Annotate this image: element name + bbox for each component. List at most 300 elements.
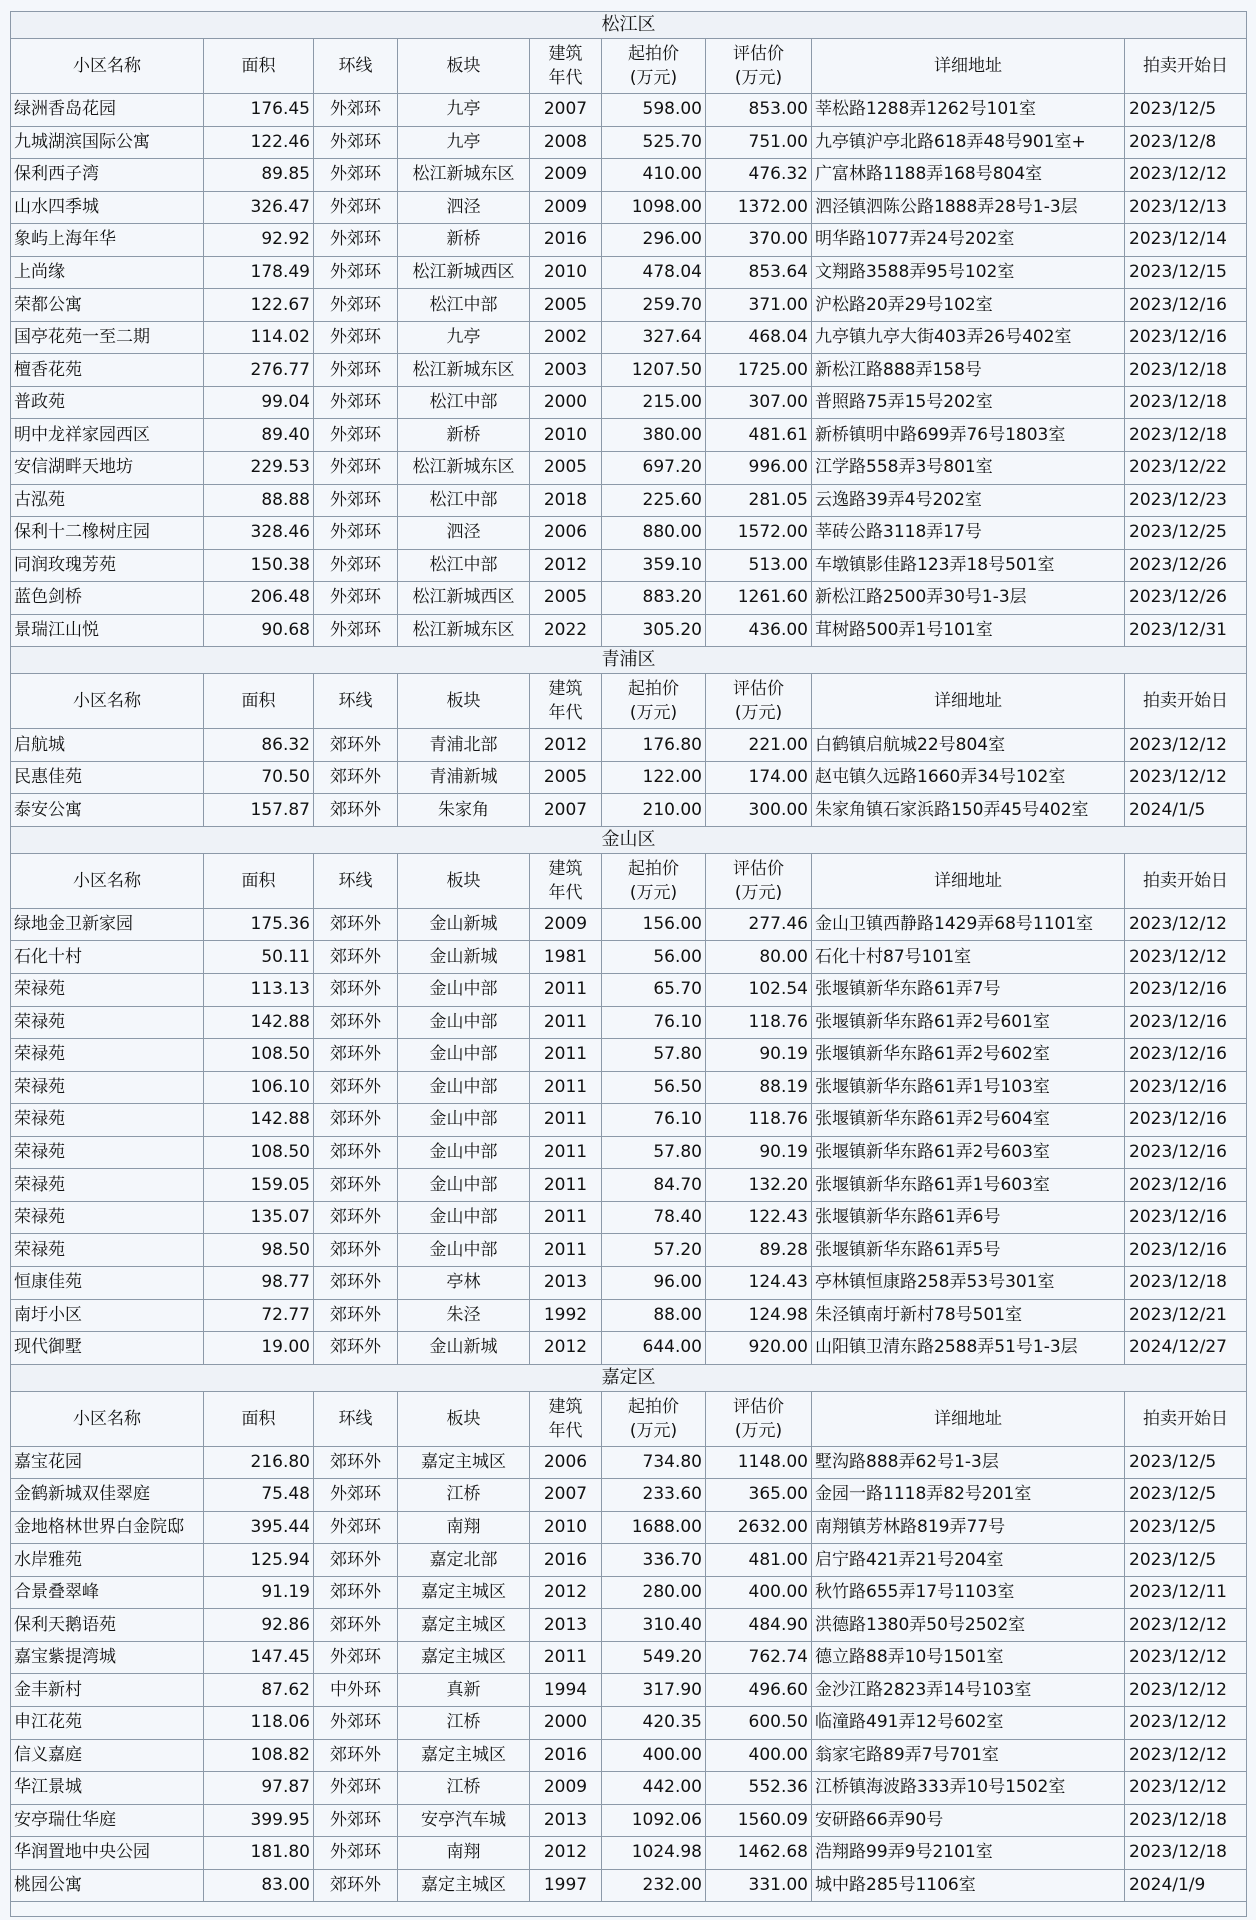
community-name-cell: 保利西子湾 <box>11 159 204 192</box>
ring-road-cell: 郊环外 <box>314 1869 398 1902</box>
sector-cell: 嘉定主城区 <box>398 1446 530 1479</box>
auction-table <box>10 11 1247 1917</box>
community-name-cell: 金鹤新城双佳翠庭 <box>11 1479 204 1512</box>
sector-cell: 金山中部 <box>398 1201 530 1234</box>
auction-start-date-cell: 2023/12/5 <box>1125 94 1247 127</box>
table-row <box>11 159 1247 192</box>
table-row <box>11 224 1247 257</box>
sector-cell: 青浦北部 <box>398 729 530 762</box>
community-name-cell: 荣都公寓 <box>11 289 204 322</box>
appraised-price-cell: 920.00 <box>706 1332 812 1365</box>
area-cell: 181.80 <box>204 1837 314 1870</box>
build-year-cell: 2009 <box>530 1772 602 1805</box>
starting-price-cell: 215.00 <box>602 386 706 419</box>
address-cell: 明华路1077弄24号202室 <box>812 224 1125 257</box>
ring-road-cell: 外郊环 <box>314 321 398 354</box>
address-cell: 江桥镇海波路333弄10号1502室 <box>812 1772 1125 1805</box>
area-cell: 206.48 <box>204 582 314 615</box>
area-cell: 142.88 <box>204 1104 314 1137</box>
sector-cell: 江桥 <box>398 1772 530 1805</box>
build-year-cell: 2006 <box>530 517 602 550</box>
sector-cell: 南翔 <box>398 1511 530 1544</box>
build-year-cell: 2003 <box>530 354 602 387</box>
starting-price-cell: 310.40 <box>602 1609 706 1642</box>
build-year-cell: 2006 <box>530 1446 602 1479</box>
starting-price-cell: 1092.06 <box>602 1804 706 1837</box>
appraised-price-cell: 370.00 <box>706 224 812 257</box>
community-name-cell: 申江花苑 <box>11 1706 204 1739</box>
auction-start-date-cell: 2023/12/13 <box>1125 191 1247 224</box>
address-cell: 秋竹路655弄17号1103室 <box>812 1576 1125 1609</box>
sector-cell: 金山新城 <box>398 908 530 941</box>
community-name-cell: 绿洲香岛花园 <box>11 94 204 127</box>
community-name-cell: 国亭花苑一至二期 <box>11 321 204 354</box>
address-cell: 张堰镇新华东路61弄5号 <box>812 1234 1125 1267</box>
community-name-cell: 民惠佳苑 <box>11 761 204 794</box>
build-year-cell: 2012 <box>530 549 602 582</box>
ring-road-cell: 郊环外 <box>314 1071 398 1104</box>
table-row <box>11 1706 1247 1739</box>
community-name-cell: 檀香花苑 <box>11 354 204 387</box>
column-header-community-name: 小区名称 <box>11 1391 204 1446</box>
appraised-price-cell: 1572.00 <box>706 517 812 550</box>
sector-cell: 泗泾 <box>398 517 530 550</box>
area-cell: 175.36 <box>204 908 314 941</box>
community-name-cell: 荣禄苑 <box>11 1201 204 1234</box>
build-year-cell: 1997 <box>530 1869 602 1902</box>
address-cell: 白鹤镇启航城22号804室 <box>812 729 1125 762</box>
column-header-build-year: 建筑 年代 <box>530 1391 602 1446</box>
next-section-cutoff <box>11 1902 1247 1917</box>
auction-start-date-cell: 2023/12/18 <box>1125 386 1247 419</box>
area-cell: 135.07 <box>204 1201 314 1234</box>
starting-price-cell: 880.00 <box>602 517 706 550</box>
table-row <box>11 1039 1247 1072</box>
appraised-price-cell: 118.76 <box>706 1104 812 1137</box>
sector-cell: 松江新城西区 <box>398 256 530 289</box>
column-header-address: 详细地址 <box>812 674 1125 729</box>
sector-cell: 松江新城东区 <box>398 614 530 647</box>
sector-cell: 嘉定主城区 <box>398 1869 530 1902</box>
auction-start-date-cell: 2023/12/12 <box>1125 1674 1247 1707</box>
auction-start-date-cell: 2024/1/5 <box>1125 794 1247 827</box>
build-year-cell: 2011 <box>530 1136 602 1169</box>
community-name-cell: 华江景城 <box>11 1772 204 1805</box>
starting-price-cell: 76.10 <box>602 1006 706 1039</box>
area-cell: 97.87 <box>204 1772 314 1805</box>
community-name-cell: 荣禄苑 <box>11 974 204 1007</box>
address-cell: 翁家宅路89弄7号701室 <box>812 1739 1125 1772</box>
area-cell: 229.53 <box>204 452 314 485</box>
address-cell: 金园一路1118弄82号201室 <box>812 1479 1125 1512</box>
starting-price-cell: 259.70 <box>602 289 706 322</box>
appraised-price-cell: 600.50 <box>706 1706 812 1739</box>
starting-price-cell: 233.60 <box>602 1479 706 1512</box>
starting-price-cell: 96.00 <box>602 1266 706 1299</box>
community-name-cell: 蓝色剑桥 <box>11 582 204 615</box>
ring-road-cell: 郊环外 <box>314 1332 398 1365</box>
starting-price-cell: 56.00 <box>602 941 706 974</box>
starting-price-cell: 88.00 <box>602 1299 706 1332</box>
column-header-row <box>11 853 1247 908</box>
build-year-cell: 2000 <box>530 386 602 419</box>
column-header-auction-start-date: 拍卖开始日 <box>1125 674 1247 729</box>
column-header-sector: 板块 <box>398 39 530 94</box>
appraised-price-cell: 277.46 <box>706 908 812 941</box>
table-row <box>11 1136 1247 1169</box>
area-cell: 328.46 <box>204 517 314 550</box>
sector-cell: 江桥 <box>398 1479 530 1512</box>
community-name-cell: 合景叠翠峰 <box>11 1576 204 1609</box>
column-header-ring-road: 环线 <box>314 39 398 94</box>
address-cell: 文翔路3588弄95号102室 <box>812 256 1125 289</box>
appraised-price-cell: 1372.00 <box>706 191 812 224</box>
area-cell: 88.88 <box>204 484 314 517</box>
address-cell: 启宁路421弄21号204室 <box>812 1544 1125 1577</box>
address-cell: 张堰镇新华东路61弄2号602室 <box>812 1039 1125 1072</box>
starting-price-cell: 232.00 <box>602 1869 706 1902</box>
starting-price-cell: 280.00 <box>602 1576 706 1609</box>
starting-price-cell: 1024.98 <box>602 1837 706 1870</box>
community-name-cell: 九城湖滨国际公寓 <box>11 126 204 159</box>
sector-cell: 九亭 <box>398 126 530 159</box>
area-cell: 125.94 <box>204 1544 314 1577</box>
auction-start-date-cell: 2023/12/5 <box>1125 1511 1247 1544</box>
ring-road-cell: 郊环外 <box>314 1576 398 1609</box>
build-year-cell: 2013 <box>530 1804 602 1837</box>
build-year-cell: 2016 <box>530 224 602 257</box>
auction-start-date-cell: 2024/12/27 <box>1125 1332 1247 1365</box>
appraised-price-cell: 88.19 <box>706 1071 812 1104</box>
sector-cell: 嘉定主城区 <box>398 1739 530 1772</box>
address-cell: 新桥镇明中路699弄76号1803室 <box>812 419 1125 452</box>
appraised-price-cell: 221.00 <box>706 729 812 762</box>
appraised-price-cell: 300.00 <box>706 794 812 827</box>
address-cell: 金沙江路2823弄14号103室 <box>812 1674 1125 1707</box>
column-header-starting-price: 起拍价 (万元) <box>602 1391 706 1446</box>
district-title: 金山区 <box>11 826 1247 853</box>
address-cell: 云逸路39弄4号202室 <box>812 484 1125 517</box>
ring-road-cell: 郊环外 <box>314 1609 398 1642</box>
ring-road-cell: 外郊环 <box>314 289 398 322</box>
auction-start-date-cell: 2023/12/16 <box>1125 1169 1247 1202</box>
table-row <box>11 1332 1247 1365</box>
sector-cell: 安亭汽车城 <box>398 1804 530 1837</box>
sector-cell: 松江新城西区 <box>398 582 530 615</box>
column-header-address: 详细地址 <box>812 39 1125 94</box>
ring-road-cell: 郊环外 <box>314 1234 398 1267</box>
build-year-cell: 2002 <box>530 321 602 354</box>
sector-cell: 金山中部 <box>398 974 530 1007</box>
column-header-community-name: 小区名称 <box>11 39 204 94</box>
build-year-cell: 2016 <box>530 1544 602 1577</box>
area-cell: 216.80 <box>204 1446 314 1479</box>
ring-road-cell: 郊环外 <box>314 1446 398 1479</box>
sector-cell: 松江新城东区 <box>398 159 530 192</box>
sector-cell: 嘉定主城区 <box>398 1641 530 1674</box>
column-header-auction-start-date: 拍卖开始日 <box>1125 39 1247 94</box>
sector-cell: 泗泾 <box>398 191 530 224</box>
area-cell: 50.11 <box>204 941 314 974</box>
community-name-cell: 南圩小区 <box>11 1299 204 1332</box>
column-header-ring-road: 环线 <box>314 853 398 908</box>
starting-price-cell: 84.70 <box>602 1169 706 1202</box>
table-row <box>11 517 1247 550</box>
build-year-cell: 2007 <box>530 794 602 827</box>
address-cell: 沪松路20弄29号102室 <box>812 289 1125 322</box>
auction-table-sheet <box>10 11 1246 1917</box>
address-cell: 张堰镇新华东路61弄6号 <box>812 1201 1125 1234</box>
auction-start-date-cell: 2024/1/9 <box>1125 1869 1247 1902</box>
column-header-appraised-price: 评估价 (万元) <box>706 674 812 729</box>
address-cell: 城中路285号1106室 <box>812 1869 1125 1902</box>
appraised-price-cell: 751.00 <box>706 126 812 159</box>
auction-start-date-cell: 2023/12/12 <box>1125 1641 1247 1674</box>
auction-start-date-cell: 2023/12/5 <box>1125 1479 1247 1512</box>
column-header-build-year: 建筑 年代 <box>530 853 602 908</box>
next-section-stub <box>11 1902 1247 1917</box>
address-cell: 广富林路1188弄168号804室 <box>812 159 1125 192</box>
community-name-cell: 荣禄苑 <box>11 1234 204 1267</box>
column-header-starting-price: 起拍价 (万元) <box>602 674 706 729</box>
community-name-cell: 泰安公寓 <box>11 794 204 827</box>
starting-price-cell: 359.10 <box>602 549 706 582</box>
ring-road-cell: 外郊环 <box>314 1641 398 1674</box>
ring-road-cell: 外郊环 <box>314 1837 398 1870</box>
appraised-price-cell: 400.00 <box>706 1576 812 1609</box>
area-cell: 114.02 <box>204 321 314 354</box>
district-header-row <box>11 12 1247 39</box>
address-cell: 张堰镇新华东路61弄2号604室 <box>812 1104 1125 1137</box>
table-row <box>11 321 1247 354</box>
auction-start-date-cell: 2023/12/31 <box>1125 614 1247 647</box>
ring-road-cell: 外郊环 <box>314 582 398 615</box>
appraised-price-cell: 1725.00 <box>706 354 812 387</box>
starting-price-cell: 176.80 <box>602 729 706 762</box>
starting-price-cell: 225.60 <box>602 484 706 517</box>
sector-cell: 真新 <box>398 1674 530 1707</box>
build-year-cell: 2005 <box>530 582 602 615</box>
area-cell: 87.62 <box>204 1674 314 1707</box>
build-year-cell: 2012 <box>530 729 602 762</box>
auction-start-date-cell: 2023/12/16 <box>1125 1039 1247 1072</box>
ring-road-cell: 郊环外 <box>314 1299 398 1332</box>
sector-cell: 新桥 <box>398 419 530 452</box>
build-year-cell: 2011 <box>530 1039 602 1072</box>
address-cell: 茸树路500弄1号101室 <box>812 614 1125 647</box>
ring-road-cell: 郊环外 <box>314 1266 398 1299</box>
ring-road-cell: 郊环外 <box>314 1136 398 1169</box>
build-year-cell: 2011 <box>530 1641 602 1674</box>
column-header-area: 面积 <box>204 39 314 94</box>
column-header-area: 面积 <box>204 853 314 908</box>
column-header-auction-start-date: 拍卖开始日 <box>1125 853 1247 908</box>
ring-road-cell: 外郊环 <box>314 159 398 192</box>
ring-road-cell: 外郊环 <box>314 517 398 550</box>
sector-cell: 金山新城 <box>398 941 530 974</box>
build-year-cell: 2022 <box>530 614 602 647</box>
build-year-cell: 2011 <box>530 974 602 1007</box>
appraised-price-cell: 174.00 <box>706 761 812 794</box>
table-row <box>11 1299 1247 1332</box>
address-cell: 莘松路1288弄1262号101室 <box>812 94 1125 127</box>
ring-road-cell: 外郊环 <box>314 386 398 419</box>
table-row <box>11 386 1247 419</box>
area-cell: 108.50 <box>204 1039 314 1072</box>
ring-road-cell: 外郊环 <box>314 94 398 127</box>
column-header-row <box>11 1391 1247 1446</box>
column-header-build-year: 建筑 年代 <box>530 39 602 94</box>
build-year-cell: 2011 <box>530 1234 602 1267</box>
community-name-cell: 古泓苑 <box>11 484 204 517</box>
table-row <box>11 1446 1247 1479</box>
auction-start-date-cell: 2023/12/12 <box>1125 761 1247 794</box>
sector-cell: 金山中部 <box>398 1136 530 1169</box>
column-header-appraised-price: 评估价 (万元) <box>706 39 812 94</box>
column-header-row <box>11 674 1247 729</box>
table-row <box>11 1772 1247 1805</box>
build-year-cell: 2012 <box>530 1837 602 1870</box>
column-header-appraised-price: 评估价 (万元) <box>706 1391 812 1446</box>
sector-cell: 金山中部 <box>398 1039 530 1072</box>
table-row <box>11 614 1247 647</box>
sector-cell: 松江新城东区 <box>398 354 530 387</box>
appraised-price-cell: 371.00 <box>706 289 812 322</box>
area-cell: 122.46 <box>204 126 314 159</box>
build-year-cell: 2000 <box>530 1706 602 1739</box>
table-row <box>11 1479 1247 1512</box>
community-name-cell: 安亭瑞仕华庭 <box>11 1804 204 1837</box>
appraised-price-cell: 853.00 <box>706 94 812 127</box>
community-name-cell: 象屿上海年华 <box>11 224 204 257</box>
auction-start-date-cell: 2023/12/21 <box>1125 1299 1247 1332</box>
community-name-cell: 山水四季城 <box>11 191 204 224</box>
appraised-price-cell: 1560.09 <box>706 1804 812 1837</box>
auction-start-date-cell: 2023/12/16 <box>1125 1234 1247 1267</box>
community-name-cell: 恒康佳苑 <box>11 1266 204 1299</box>
auction-start-date-cell: 2023/12/18 <box>1125 1804 1247 1837</box>
appraised-price-cell: 365.00 <box>706 1479 812 1512</box>
ring-road-cell: 外郊环 <box>314 452 398 485</box>
sector-cell: 南翔 <box>398 1837 530 1870</box>
table-row <box>11 1201 1247 1234</box>
starting-price-cell: 525.70 <box>602 126 706 159</box>
community-name-cell: 嘉宝花园 <box>11 1446 204 1479</box>
ring-road-cell: 郊环外 <box>314 1739 398 1772</box>
area-cell: 399.95 <box>204 1804 314 1837</box>
auction-start-date-cell: 2023/12/15 <box>1125 256 1247 289</box>
auction-start-date-cell: 2023/12/26 <box>1125 549 1247 582</box>
starting-price-cell: 380.00 <box>602 419 706 452</box>
ring-road-cell: 外郊环 <box>314 1706 398 1739</box>
build-year-cell: 1994 <box>530 1674 602 1707</box>
appraised-price-cell: 132.20 <box>706 1169 812 1202</box>
table-row <box>11 549 1247 582</box>
appraised-price-cell: 124.98 <box>706 1299 812 1332</box>
build-year-cell: 1992 <box>530 1299 602 1332</box>
starting-price-cell: 76.10 <box>602 1104 706 1137</box>
column-header-appraised-price: 评估价 (万元) <box>706 853 812 908</box>
build-year-cell: 2009 <box>530 908 602 941</box>
build-year-cell: 2011 <box>530 1201 602 1234</box>
appraised-price-cell: 80.00 <box>706 941 812 974</box>
appraised-price-cell: 118.76 <box>706 1006 812 1039</box>
table-row <box>11 354 1247 387</box>
address-cell: 安研路66弄90号 <box>812 1804 1125 1837</box>
sector-cell: 金山中部 <box>398 1169 530 1202</box>
appraised-price-cell: 853.64 <box>706 256 812 289</box>
auction-start-date-cell: 2023/12/23 <box>1125 484 1247 517</box>
build-year-cell: 2010 <box>530 1511 602 1544</box>
area-cell: 176.45 <box>204 94 314 127</box>
table-row <box>11 1837 1247 1870</box>
build-year-cell: 2010 <box>530 419 602 452</box>
starting-price-cell: 122.00 <box>602 761 706 794</box>
table-row <box>11 1511 1247 1544</box>
ring-road-cell: 中外环 <box>314 1674 398 1707</box>
ring-road-cell: 外郊环 <box>314 1479 398 1512</box>
auction-start-date-cell: 2023/12/25 <box>1125 517 1247 550</box>
starting-price-cell: 644.00 <box>602 1332 706 1365</box>
build-year-cell: 2005 <box>530 761 602 794</box>
column-header-sector: 板块 <box>398 853 530 908</box>
auction-start-date-cell: 2023/12/18 <box>1125 419 1247 452</box>
appraised-price-cell: 513.00 <box>706 549 812 582</box>
starting-price-cell: 317.90 <box>602 1674 706 1707</box>
address-cell: 张堰镇新华东路61弄2号603室 <box>812 1136 1125 1169</box>
auction-start-date-cell: 2023/12/14 <box>1125 224 1247 257</box>
build-year-cell: 2011 <box>530 1104 602 1137</box>
build-year-cell: 2005 <box>530 289 602 322</box>
table-row <box>11 1006 1247 1039</box>
sector-cell: 金山中部 <box>398 1006 530 1039</box>
sector-cell: 嘉定主城区 <box>398 1609 530 1642</box>
district-title: 松江区 <box>11 12 1247 39</box>
appraised-price-cell: 1148.00 <box>706 1446 812 1479</box>
area-cell: 106.10 <box>204 1071 314 1104</box>
sector-cell: 青浦新城 <box>398 761 530 794</box>
auction-start-date-cell: 2023/12/12 <box>1125 908 1247 941</box>
community-name-cell: 明中龙祥家园西区 <box>11 419 204 452</box>
build-year-cell: 2013 <box>530 1266 602 1299</box>
column-header-community-name: 小区名称 <box>11 674 204 729</box>
community-name-cell: 金地格林世界白金院邸 <box>11 1511 204 1544</box>
district-header-row <box>11 1364 1247 1391</box>
table-row <box>11 1804 1247 1837</box>
build-year-cell: 2009 <box>530 191 602 224</box>
community-name-cell: 安信湖畔天地坊 <box>11 452 204 485</box>
column-header-ring-road: 环线 <box>314 674 398 729</box>
auction-start-date-cell: 2023/12/16 <box>1125 321 1247 354</box>
ring-road-cell: 外郊环 <box>314 484 398 517</box>
table-row <box>11 256 1247 289</box>
community-name-cell: 水岸雅苑 <box>11 1544 204 1577</box>
auction-start-date-cell: 2023/12/12 <box>1125 1609 1247 1642</box>
starting-price-cell: 734.80 <box>602 1446 706 1479</box>
ring-road-cell: 郊环外 <box>314 1104 398 1137</box>
table-row <box>11 1869 1247 1902</box>
sector-cell: 九亭 <box>398 94 530 127</box>
auction-start-date-cell: 2023/12/12 <box>1125 729 1247 762</box>
area-cell: 19.00 <box>204 1332 314 1365</box>
appraised-price-cell: 481.00 <box>706 1544 812 1577</box>
ring-road-cell: 外郊环 <box>314 614 398 647</box>
ring-road-cell: 郊环外 <box>314 761 398 794</box>
starting-price-cell: 420.35 <box>602 1706 706 1739</box>
column-header-auction-start-date: 拍卖开始日 <box>1125 1391 1247 1446</box>
auction-start-date-cell: 2023/12/26 <box>1125 582 1247 615</box>
ring-road-cell: 郊环外 <box>314 729 398 762</box>
